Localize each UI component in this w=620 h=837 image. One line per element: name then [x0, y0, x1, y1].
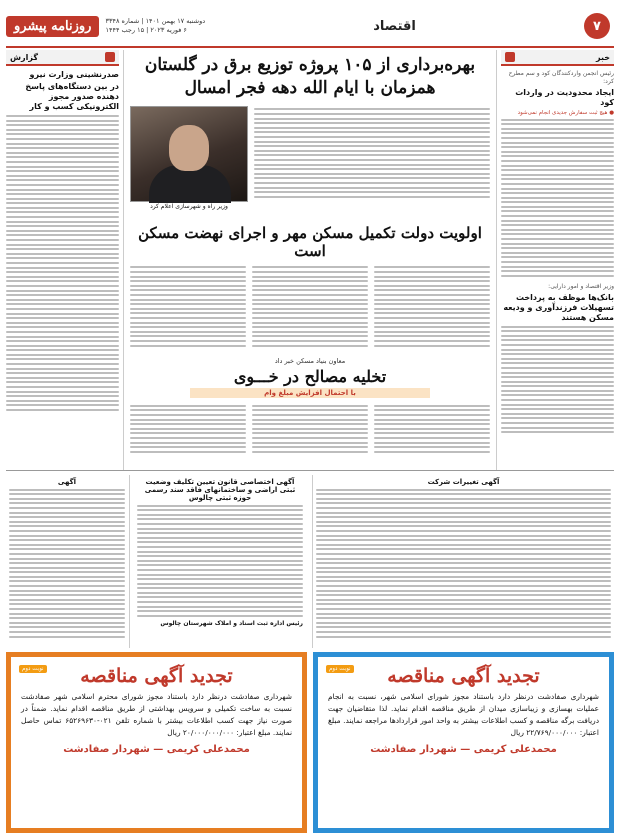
- notice-small: [6, 475, 130, 648]
- khoy-band: با احتمال افزایش مبلغ وام: [190, 388, 430, 398]
- news-header-label: خبر: [595, 52, 610, 62]
- tender-ad-left[interactable]: [6, 652, 307, 833]
- news-icon: [505, 52, 515, 62]
- photo-caption: وزیر راه و شهرسازی اعلام کرد: [150, 202, 228, 210]
- tender-ad-right[interactable]: [313, 652, 614, 833]
- masthead: [6, 6, 614, 48]
- right-news-column: [496, 50, 614, 470]
- khoy-headline[interactable]: تخلیه مصالح در خـــوی: [233, 367, 387, 387]
- notice-3-title: آگهی: [57, 478, 77, 486]
- page-number: ۷: [584, 13, 610, 39]
- top-columns: [6, 50, 614, 470]
- newspaper-logo: روزنامه پیشرو: [6, 16, 99, 37]
- ad-right-title: تجدید آگهی مناقصه: [387, 665, 540, 687]
- housing-story: [130, 264, 490, 349]
- lead-story: [130, 106, 490, 214]
- report-body: [6, 115, 119, 411]
- khoy-story: [130, 402, 490, 455]
- notice-land-registry: [134, 475, 306, 648]
- report-icon: [105, 52, 115, 62]
- news-body: [501, 119, 614, 277]
- notice-1-title: آگهی تغییرات شرکت: [427, 478, 500, 486]
- date-line-2: ۶ فوریه ۲۰۲۳ | ۱۵ رجب ۱۴۴۴: [105, 26, 187, 34]
- report-kicker: صدرنشینی وزارت نیرو: [29, 70, 119, 79]
- ad-left-sign: محمدعلی کریمی — شهردار صفادشت: [63, 744, 250, 756]
- lead-photo-block: [130, 106, 248, 214]
- housing-headline[interactable]: اولویت دولت تکمیل مسکن مهر و اجرای نهضت مسکن است: [138, 223, 482, 260]
- notice-company-changes: [312, 475, 614, 648]
- ad-left-tag: نوبت دوم: [19, 665, 47, 673]
- masthead-dates: [105, 17, 205, 35]
- news-header: [501, 50, 614, 66]
- news-headline[interactable]: ایجاد محدودیت در واردات کود: [515, 87, 614, 107]
- main-headline[interactable]: بهره‌برداری از ۱۰۵ پروژه توزیع برق در گلستان همزمان با ایام الله دهه فجر امسال: [144, 55, 476, 98]
- notice-2-sign: رئیس اداره ثبت اسناد و املاک شهرستان چالوس: [160, 619, 303, 627]
- ad-right-text: شهرداری صفادشت درنظر دارد باستناد مجوز شورای اسلامی شهر، نسبت به انجام عملیات بهسازی و زیباسازی میدان از طریق مناقصه اقدام نماید. لذا متقاضیان جهت دریافت برگه مناقصه و کسب اطلاعات بیشتر به واحد امور قراردادها مراجعه نمایند. مبلغ اعتبار: ۲۲/۷۶۹/۰۰۰/۰۰۰ ریال: [328, 692, 599, 737]
- report-header: [6, 50, 119, 66]
- report-header-label: گزارش: [10, 52, 39, 62]
- left-report-column: [6, 50, 124, 470]
- news-kicker: رئیس انجمن واردکنندگان کود و سم مطرح کرد:: [508, 70, 614, 85]
- notice-2-title: آگهی اختصاصی قانون تعیین تکلیف وضعیت ثبتی اراضی و ساختمانهای فاقد سند رسمی حوزه ثبتی چالوس: [144, 478, 296, 502]
- lead-text: [254, 106, 490, 214]
- khoy-kicker: معاون بنیاد مسکن خبر داد: [274, 357, 346, 366]
- news-body-2: [501, 326, 614, 434]
- news-bullet: ● هیچ ثبت سفارش جدیدی انجام نمی‌شود: [517, 109, 614, 116]
- news-headline-2[interactable]: بانک‌ها موظف به پرداخت تسهیلات فرزندآوری و ودیعه مسکن هستند: [503, 292, 614, 322]
- minister-photo[interactable]: [130, 106, 248, 202]
- ad-left-title: تجدید آگهی مناقصه: [80, 665, 233, 687]
- section-title: اقتصاد: [373, 18, 416, 34]
- news-kicker-2: وزیر اقتصاد و امور دارایی:: [548, 282, 614, 290]
- center-column: [130, 50, 490, 470]
- ad-right-tag: نوبت دوم: [326, 665, 354, 673]
- legal-notices: [6, 470, 614, 648]
- ad-left-text: شهرداری صفادشت درنظر دارد باستناد مجوز شورای محترم اسلامی شهر صفادشت نسبت به ساخت تکمیلی و سرویس بهداشتی از طریق مناقصه اقدام نماید. ضمناً در صورت نیاز جهت کسب اطلاعات بیشتر با شماره تلفن ۰۲۱-۶۵۲۶۹۶۳۰ تماس حاصل نمایند. مبلغ اعتبار: ۲۰/۰۰۰/۰۰۰/۰۰۰ ریال: [21, 692, 292, 737]
- ad-right-sign: محمدعلی کریمی — شهردار صفادشت: [370, 744, 557, 756]
- report-headline[interactable]: در بین دستگاه‌های پاسخ دهنده صدور مجوز الکترونیکی کسب و کار: [25, 82, 119, 111]
- masthead-logo-box: [6, 16, 205, 37]
- tender-ads: [6, 652, 614, 833]
- date-line-1: دوشنبه ۱۷ بهمن ۱۴۰۱ | شماره ۳۳۴۸: [105, 17, 206, 26]
